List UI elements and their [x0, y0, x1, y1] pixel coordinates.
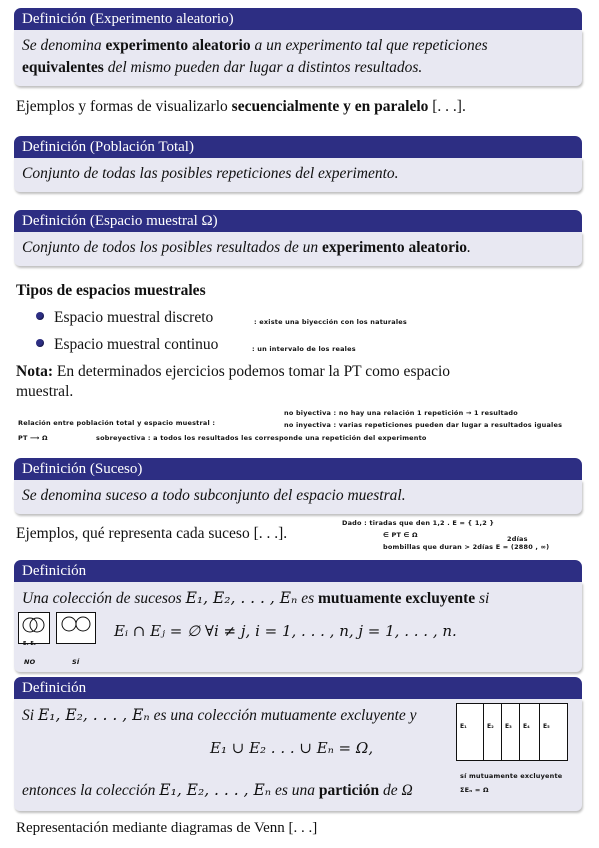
handwritten-sobreyectiva: sobreyectiva : a todos los resultados les corresponde una repetición del experimento [96, 434, 427, 442]
handwritten-pt-arrow: PT ⟶ Ω [18, 434, 48, 442]
text: si [475, 590, 490, 607]
term: mutuamente excluyente [318, 590, 476, 607]
term: partición [318, 782, 380, 799]
text: a un experimento tal que repeticiones [250, 37, 488, 54]
block-body [14, 30, 582, 86]
definition-mutuamente-excluyente [14, 560, 582, 672]
handwritten-bombillas: bombillas que duran > 2días E = (2880 , ∞) [383, 543, 550, 551]
text: Conjunto de todos los posibles resultados de un [22, 239, 322, 256]
text: Ejemplos y formas de visualizarlo [16, 98, 232, 115]
text: entonces la colección [22, 782, 160, 799]
term: experimento aleatorio [105, 37, 251, 54]
handwritten-note: : un intervalo de los reales [252, 345, 356, 353]
math: E₁, E₂, . . . , Eₙ [37, 706, 150, 724]
particion-diagram [456, 703, 568, 761]
venn-disjoint-diagram [56, 612, 96, 644]
term: secuencialmente y en paralelo [231, 98, 429, 115]
handwritten-dado: Dado : tiradas que den 1,2 . E = { 1,2 } [342, 519, 495, 527]
bullet-icon [36, 339, 44, 347]
particion-cell: E₂ [483, 704, 502, 760]
text: Una colección de sucesos [22, 590, 186, 607]
particion-cell: E₃ [501, 704, 520, 760]
block-title: Definición (Experimento aleatorio) [14, 8, 582, 30]
block-body [14, 232, 582, 266]
definition-espacio-muestral [14, 210, 582, 266]
particion-cell: E₁ [460, 723, 467, 730]
venn-disjoint-icon [57, 613, 95, 643]
definition-particion [14, 677, 582, 811]
text: es una colección mutuamente excluyente y [149, 707, 417, 724]
formula-union: E₁ ∪ E₂ . . . ∪ Eₙ = Ω, [210, 739, 374, 757]
bullet-label: Espacio muestral continuo [54, 336, 219, 353]
term: equivalentes [22, 59, 104, 76]
definition-experimento-aleatorio [14, 8, 582, 86]
particion-cell: E₅ [539, 704, 563, 760]
text: de Ω [379, 782, 413, 799]
block-title: Definición (Población Total) [14, 136, 582, 158]
block-body [14, 582, 582, 672]
handwritten-note: : existe una biyección con los naturales [254, 318, 407, 326]
ejemplos-visualizar [16, 98, 466, 116]
text: [. . .]. [428, 98, 466, 115]
venn-sets-label: E₁ E₂ [23, 641, 36, 647]
venn-overlap-diagram [18, 612, 50, 647]
text: muestral. [16, 383, 74, 400]
venn-si-label: SÍ [72, 658, 80, 666]
handwritten-no-biyectiva: no biyectiva : no hay una relación 1 repetición → 1 resultado [284, 409, 518, 417]
block-title: Definición (Suceso) [14, 458, 582, 480]
handwritten-suma: ΣEₙ = Ω [460, 786, 489, 794]
particion-sentence [22, 779, 413, 802]
text: Si [22, 707, 38, 724]
ejemplos-suceso: Ejemplos, qué representa cada suceso [. . .]. [16, 525, 288, 542]
term: experimento aleatorio [321, 239, 468, 256]
text: . [467, 239, 471, 256]
bullet-discreto [36, 309, 213, 327]
block-title: Definición (Espacio muestral Ω) [14, 210, 582, 232]
handwritten-excluyente: sí mutuamente excluyente [460, 772, 563, 780]
bullet-continuo [36, 336, 218, 354]
text: es una [271, 782, 319, 799]
block-body: Conjunto de todas las posibles repeticiones del experimento. [14, 158, 582, 192]
nota-label: Nota: [16, 363, 54, 380]
block-body [14, 699, 582, 811]
text: es [297, 590, 319, 607]
block-title: Definición [14, 677, 582, 699]
math: E₁, E₂, . . . , Eₙ [185, 589, 298, 607]
math: E₁, E₂, . . . , Eₙ [159, 781, 272, 799]
text: En determinados ejercicios podemos tomar la PT como espacio [53, 363, 451, 380]
handwritten-dias: 2días [507, 535, 528, 543]
definition-suceso [14, 458, 582, 514]
venn-representacion: Representación mediante diagramas de Venn [. . .] [16, 820, 318, 836]
handwritten-no-inyectiva: no inyectiva : varias repeticiones pueden dar lugar a resultados iguales [284, 421, 563, 429]
definition-poblacion-total [14, 136, 582, 192]
formula-interseccion: Eᵢ ∩ Eⱼ = ∅ ∀i ≠ j, i = 1, . . . , n, j = 1, . . . , n. [114, 622, 457, 640]
handwritten-relacion: Relación entre población total y espacio muestral : [18, 419, 216, 427]
tipos-heading: Tipos de espacios muestrales [16, 282, 206, 299]
block-body: Se denomina suceso a todo subconjunto del espacio muestral. [14, 480, 582, 514]
bullet-label: Espacio muestral discreto [54, 309, 214, 326]
particion-cell: E₄ [519, 704, 538, 760]
text: Se denomina [22, 37, 106, 54]
block-title: Definición [14, 560, 582, 582]
nota [16, 362, 450, 402]
handwritten-dado-sub: ∈ PT ∈ Ω [383, 531, 418, 539]
text: del mismo pueden dar lugar a distintos resultados. [103, 59, 423, 76]
bullet-icon [36, 312, 44, 320]
venn-no-label: NO [24, 658, 36, 666]
